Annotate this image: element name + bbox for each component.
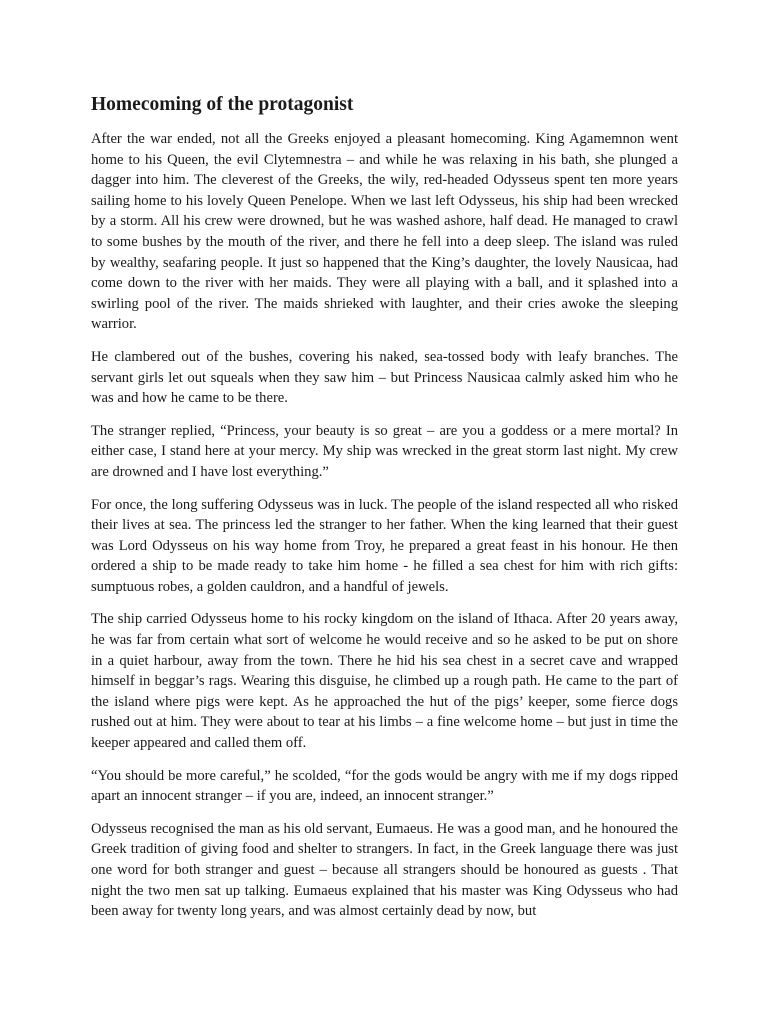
paragraph-5: The ship carried Odysseus home to his rocky kingdom on the island of Ithaca. After 20 years away, he was far from certain what sort of welcome he would receive and so he asked to be put on shore in a quiet harbour, away from the town. There he hid his sea chest in a secret cave and wrapped himself in beggar’s rags. Wearing this disguise, he climbed up a rough path. He came to the part of the island where pigs were kept. As he approached the hut of the pigs’ keeper, some fierce dogs rushed out at him. They were about to tear at his limbs – a fine welcome home – but just in time the keeper appeared and called them off. [91, 611, 678, 752]
paragraph-7: Odysseus recognised the man as his old servant, Eumaeus. He was a good man, and he honoured the Greek tradition of giving food and shelter to strangers. In fact, in the Greek language there was just one word for both stranger and guest – because all strangers should be honoured as guests . That night the two men sat up talking. Eumaeus explained that his master was King Odysseus who had been away for twenty long years, and was almost certainly dead by now, but [91, 820, 678, 920]
paragraph-3: The stranger replied, “Princess, your beauty is so great – are you a goddess or a mere mortal? In either case, I stand here at your mercy. My ship was wrecked in the great storm last night. My crew are drowned and I have lost everything.” [91, 422, 678, 480]
paragraph-1: After the war ended, not all the Greeks enjoyed a pleasant homecoming. King Agamemnon went home to his Queen, the evil Clytemnestra – and while he was relaxing in his bath, she plunged a dagger into him. The cleverest of the Greeks, the wily, red-headed Odysseus spent ten more years sailing home to his lovely Queen Penelope. When we last left Odysseus, his ship had been wrecked by a storm. All his crew were drowned, but he was washed ashore, half dead. He managed to crawl to some bushes by the mouth of the river, and there he fell into a deep sleep. The island was ruled by wealthy, seafaring people. It just so happened that the King’s daughter, the lovely Nausicaa, had come down to the river with her maids. They were all playing with a ball, and it splashed into a swirling pool of the river. The maids shrieked with laughter, and their cries awoke the sleeping warrior. [91, 131, 678, 333]
paragraph-2: He clambered out of the bushes, covering his naked, sea-tossed body with leafy branches. The servant girls let out squeals when they saw him – but Princess Nausicaa calmly asked him who he was and how he came to be there. [91, 348, 678, 407]
document-page [91, 92, 678, 934]
page-title: Homecoming of the protagonist [91, 94, 354, 115]
paragraph-4: For once, the long suffering Odysseus was in luck. The people of the island respected all who risked their lives at sea. The princess led the stranger to her father. When the king learned that their guest was Lord Odysseus on his way home from Troy, he prepared a great feast in his honour. He then ordered a ship to be made ready to take him home - he filled a sea chest for him with rich gifts: sumptuous robes, a golden cauldron, and a handful of jewels. [91, 496, 678, 595]
paragraph-6: “You should be more careful,” he scolded, “for the gods would be angry with me if my dogs ripped apart an innocent stranger – if you are, indeed, an innocent stranger.” [91, 767, 678, 805]
